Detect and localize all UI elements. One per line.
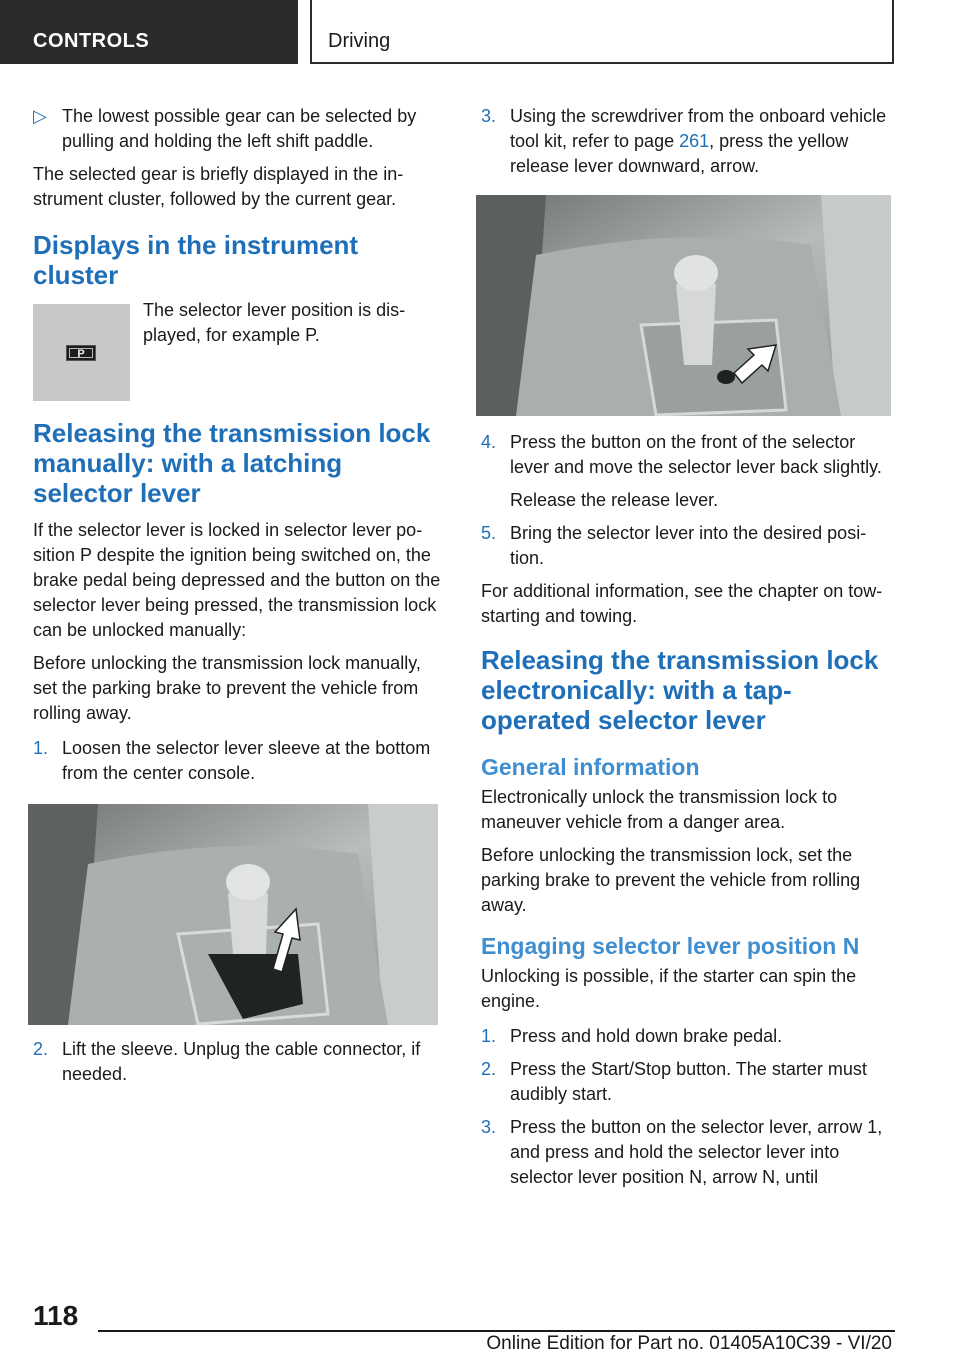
page-reference-link[interactable]: 261: [679, 131, 710, 151]
right-column: [481, 104, 893, 1198]
release-lever-photo: [476, 195, 891, 416]
section-heading: Displays in the instrument cluster: [33, 230, 359, 290]
section-tab: [0, 0, 298, 64]
subsection-heading: General information: [481, 754, 700, 780]
step-item: 2. Lift the sleeve. Unplug the cable connector, if needed.: [33, 1039, 421, 1084]
instrument-display-image: [33, 304, 130, 401]
triangle-bullet-icon: ▷: [33, 106, 47, 126]
step-item: 1. Loosen the selector lever sleeve at the bottom from the center console.: [33, 738, 431, 783]
step-number: 4.: [481, 432, 497, 452]
step-item: 2. Press the Start/Stop button. The starter must audibly start.: [481, 1059, 867, 1104]
step-subtext: Release the release lever.: [510, 490, 719, 510]
section-heading: Releasing the transmission lock electronically: with a tap-operated selector lever: [481, 645, 879, 735]
paragraph: Electronically unlock the transmission lock to maneuver vehicle from a danger area.: [481, 787, 838, 832]
step-number: 1.: [481, 1026, 497, 1046]
paragraph: For additional information, see the chapter on tow-starting and towing.: [481, 581, 883, 626]
step-number: 5.: [481, 523, 497, 543]
step-number: 2.: [481, 1059, 497, 1079]
paragraph: If the selector lever is locked in selector lever position P despite the ignition being switched on, the brake pedal being depressed and the button on the selector lever being pressed, the transmission lock can be unlocked manually:: [33, 520, 441, 640]
display-caption: The selector lever position is displayed, for example P.: [143, 300, 406, 345]
footer-divider: [98, 1330, 895, 1332]
paragraph: Before unlocking the transmission lock, set the parking brake to prevent the vehicle from rolling away.: [481, 845, 861, 915]
chapter-title: Driving: [328, 30, 391, 52]
paragraph: The selected gear is briefly displayed in the instrument cluster, followed by the current gear.: [33, 164, 404, 209]
step-number: 3.: [481, 106, 497, 126]
step-number: 2.: [33, 1039, 49, 1059]
edition-text: Online Edition for Part no. 01405A10C39 - VI/20: [486, 1333, 892, 1354]
display-example: [33, 300, 445, 402]
paragraph: Unlocking is possible, if the starter can spin the engine.: [481, 966, 857, 1011]
step-item: 4. Press the button on the front of the selector lever and move the selector lever back slightly.: [481, 432, 882, 477]
step-item: 1. Press and hold down brake pedal.: [481, 1024, 893, 1049]
section-heading: Releasing the transmission lock manually: with a latching selector lever: [33, 418, 431, 508]
page-number: 118: [33, 1300, 79, 1331]
step-number: 1.: [33, 738, 49, 758]
paragraph: Before unlocking the transmission lock manually, set the parking brake to prevent the vehicle from rolling away.: [33, 653, 421, 723]
subsection-heading: Engaging selector lever position N: [481, 933, 860, 959]
bullet-item: ▷ The lowest possible gear can be selected by pulling and holding the left shift paddle.: [33, 106, 417, 151]
selector-lever-sleeve-photo: [28, 804, 438, 1025]
step-item: 3. Using the screwdriver from the onboard vehicle tool kit, refer to page 261, press the yellow release lever downward, arrow.: [481, 106, 887, 176]
step-item: 5. Bring the selector lever into the desired position.: [481, 523, 867, 568]
left-column: [33, 104, 445, 1095]
gear-p-icon: P: [66, 345, 96, 361]
section-title: CONTROLS: [33, 30, 150, 52]
step-item: 3. Press the button on the selector lever, arrow 1, and press and hold the selector lever into selector lever position N, arrow N, until: [481, 1117, 883, 1187]
chapter-tab: [310, 0, 894, 64]
step-number: 3.: [481, 1117, 497, 1137]
